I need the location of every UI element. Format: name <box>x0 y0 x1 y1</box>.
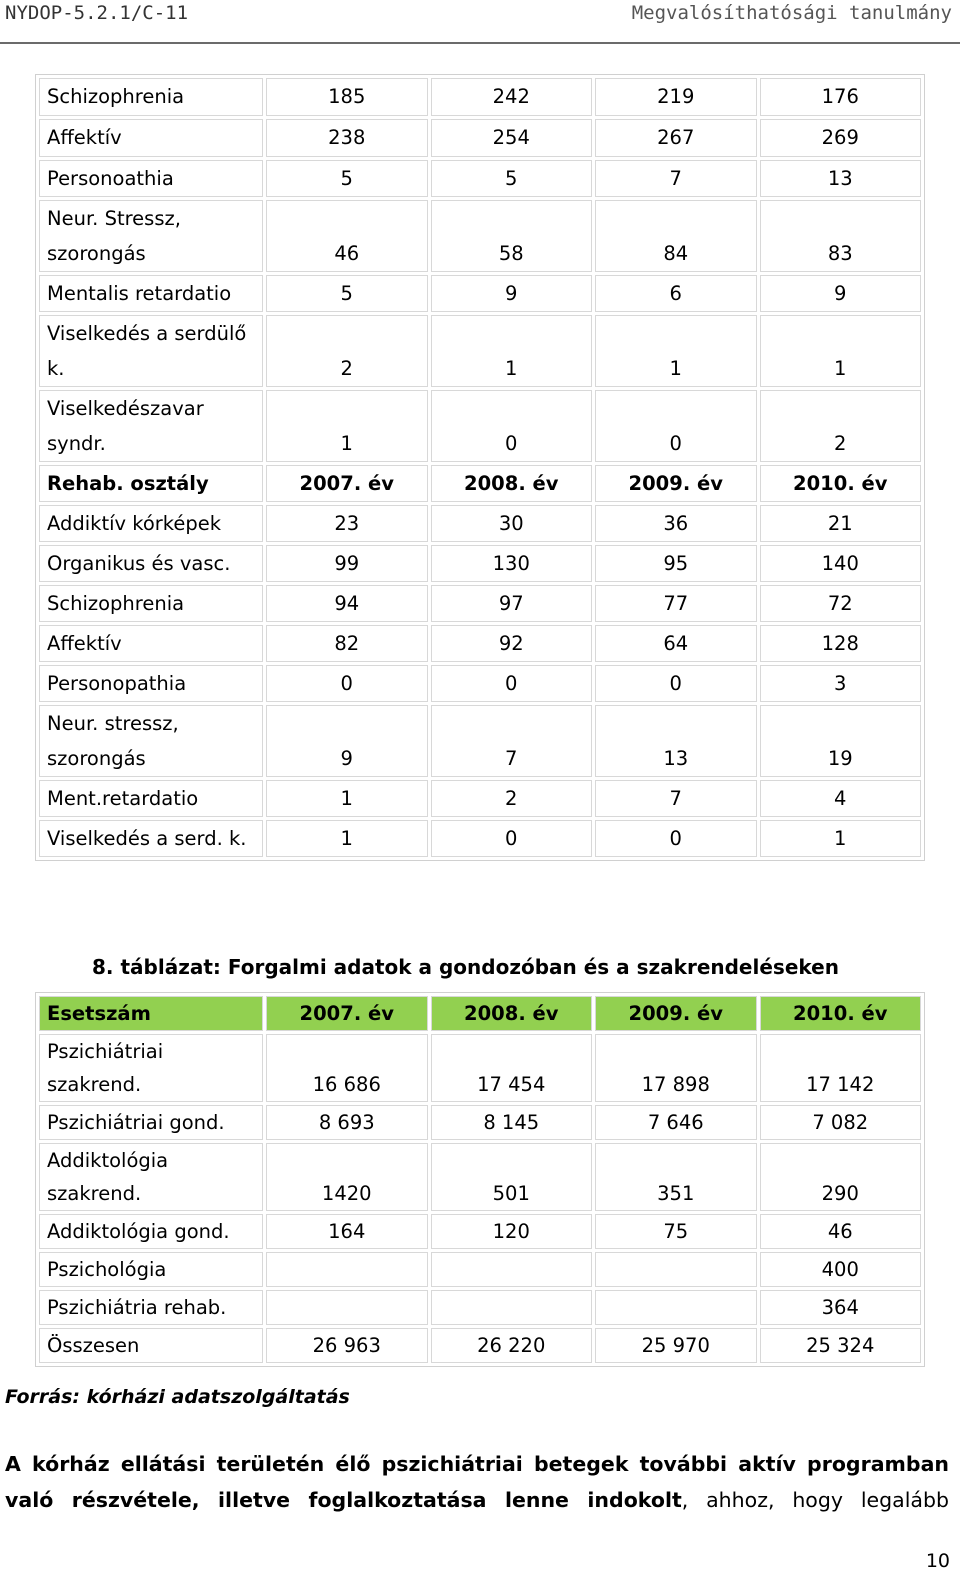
cell-2010: 9 <box>760 275 922 312</box>
cell-2009: 0 <box>595 820 757 857</box>
cell-2007: 5 <box>266 275 428 312</box>
table-row <box>39 665 921 702</box>
cell-2009: 7 646 <box>595 1105 757 1140</box>
cell-2009: 13 <box>595 705 757 777</box>
column-header-2009: 2009. év <box>595 996 757 1031</box>
table-row <box>39 1328 921 1363</box>
cell-2008: 0 <box>431 665 593 702</box>
cell-2007: 23 <box>266 505 428 542</box>
cell-2007: 8 693 <box>266 1105 428 1140</box>
cell-2010: 140 <box>760 545 922 582</box>
row-label: Mentalis retardatio <box>39 275 263 312</box>
row-label: Viselkedészavar syndr. <box>39 390 263 462</box>
table-row <box>39 505 921 542</box>
cell-2010: 72 <box>760 585 922 622</box>
cell-2010: 364 <box>760 1290 922 1325</box>
cell-2007: 9 <box>266 705 428 777</box>
cell-2008: 130 <box>431 545 593 582</box>
cell-2010: 13 <box>760 160 922 197</box>
table-row <box>39 1034 921 1102</box>
cell-2007: 1 <box>266 820 428 857</box>
cell-2010: 4 <box>760 780 922 817</box>
body-paragraph <box>5 1446 949 1518</box>
cell-2009: 267 <box>595 119 757 157</box>
cell-2008: 30 <box>431 505 593 542</box>
cell-2008: 254 <box>431 119 593 157</box>
table-row <box>39 1143 921 1211</box>
row-label: Addiktológia szakrend. <box>39 1143 263 1211</box>
cell-2009: 351 <box>595 1143 757 1211</box>
table-row <box>39 585 921 622</box>
cell-2009: 64 <box>595 625 757 662</box>
cell-2009: 0 <box>595 390 757 462</box>
cell-2008 <box>431 1252 593 1287</box>
cell-2009: 7 <box>595 780 757 817</box>
cell-2010: 17 142 <box>760 1034 922 1102</box>
cell-2009 <box>595 1252 757 1287</box>
cell-2007: 5 <box>266 160 428 197</box>
cell-2009: 6 <box>595 275 757 312</box>
table-caption: 8. táblázat: Forgalmi adatok a gondozóban és a szakrendeléseken <box>92 955 839 979</box>
table-row <box>39 1252 921 1287</box>
row-label: Organikus és vasc. <box>39 545 263 582</box>
cell-2007: 99 <box>266 545 428 582</box>
cell-2009: 17 898 <box>595 1034 757 1102</box>
cell-2007: 1420 <box>266 1143 428 1211</box>
cell-2009 <box>595 1290 757 1325</box>
cell-2007 <box>266 1290 428 1325</box>
cell-2008: 9 <box>431 275 593 312</box>
cell-2010: 2 <box>760 390 922 462</box>
cell-2010: 290 <box>760 1143 922 1211</box>
cell-2007: 185 <box>266 78 428 116</box>
document-code: NYDOP-5.2.1/C-11 <box>5 2 189 24</box>
cell-2010: 7 082 <box>760 1105 922 1140</box>
table-row <box>39 1290 921 1325</box>
column-header-2008: 2008. év <box>431 996 593 1031</box>
row-label: Neur. Stressz, szorongás <box>39 200 263 272</box>
table-row <box>39 545 921 582</box>
cell-2010: 1 <box>760 820 922 857</box>
cell-2007: 1 <box>266 390 428 462</box>
row-label: Viselkedés a serdülő k. <box>39 315 263 387</box>
row-label: Schizophrenia <box>39 585 263 622</box>
cell-2008: 8 145 <box>431 1105 593 1140</box>
row-label: Neur. stressz, szorongás <box>39 705 263 777</box>
row-label: Pszichiátriai szakrend. <box>39 1034 263 1102</box>
row-label: Personoathia <box>39 160 263 197</box>
paragraph-normal-text: , ahhoz, hogy legalább <box>681 1488 949 1512</box>
table-row <box>39 200 921 272</box>
column-header-2008: 2008. év <box>431 465 593 502</box>
table-row <box>39 275 921 312</box>
column-header-label: Esetszám <box>39 996 263 1031</box>
cell-2009: 36 <box>595 505 757 542</box>
cell-2007: 26 963 <box>266 1328 428 1363</box>
cell-2008: 0 <box>431 390 593 462</box>
table-row <box>39 1105 921 1140</box>
rehab-ward-table <box>35 74 925 861</box>
row-label: Addiktológia gond. <box>39 1214 263 1249</box>
cell-2007 <box>266 1252 428 1287</box>
column-header-2010: 2010. év <box>760 465 922 502</box>
cell-2010: 176 <box>760 78 922 116</box>
column-header-2010: 2010. év <box>760 996 922 1031</box>
table-row <box>39 780 921 817</box>
cell-2010: 21 <box>760 505 922 542</box>
cell-2008: 58 <box>431 200 593 272</box>
row-label: Ment.retardatio <box>39 780 263 817</box>
cell-2009: 84 <box>595 200 757 272</box>
cell-2010: 128 <box>760 625 922 662</box>
cell-2008: 242 <box>431 78 593 116</box>
row-label: Pszichológia <box>39 1252 263 1287</box>
cell-2010: 25 324 <box>760 1328 922 1363</box>
row-label: Viselkedés a serd. k. <box>39 820 263 857</box>
row-label: Personopathia <box>39 665 263 702</box>
source-note: Forrás: kórházi adatszolgáltatás <box>5 1386 350 1408</box>
cell-2007: 0 <box>266 665 428 702</box>
table-row <box>39 820 921 857</box>
cell-2007: 82 <box>266 625 428 662</box>
cell-2008: 97 <box>431 585 593 622</box>
cell-2009: 7 <box>595 160 757 197</box>
cell-2009: 77 <box>595 585 757 622</box>
cell-2009: 95 <box>595 545 757 582</box>
caseload-table <box>35 992 925 1367</box>
row-label: Affektív <box>39 625 263 662</box>
cell-2010: 400 <box>760 1252 922 1287</box>
cell-2008: 120 <box>431 1214 593 1249</box>
table-row <box>39 160 921 197</box>
cell-2009: 75 <box>595 1214 757 1249</box>
cell-2007: 238 <box>266 119 428 157</box>
table-header-row <box>39 465 921 502</box>
page-number: 10 <box>925 1550 950 1572</box>
row-label: Schizophrenia <box>39 78 263 116</box>
column-header-2007: 2007. év <box>266 996 428 1031</box>
table-row <box>39 390 921 462</box>
row-label: Affektív <box>39 119 263 157</box>
cell-2007: 2 <box>266 315 428 387</box>
cell-2009: 219 <box>595 78 757 116</box>
cell-2010: 83 <box>760 200 922 272</box>
column-header-label: Rehab. osztály <box>39 465 263 502</box>
row-label: Pszichiátriai gond. <box>39 1105 263 1140</box>
table-row <box>39 78 921 116</box>
cell-2010: 3 <box>760 665 922 702</box>
table-row <box>39 625 921 662</box>
cell-2007: 164 <box>266 1214 428 1249</box>
cell-2007: 46 <box>266 200 428 272</box>
cell-2010: 269 <box>760 119 922 157</box>
table-row <box>39 1214 921 1249</box>
table-row <box>39 705 921 777</box>
column-header-2007: 2007. év <box>266 465 428 502</box>
row-label: Pszichiátria rehab. <box>39 1290 263 1325</box>
cell-2008: 5 <box>431 160 593 197</box>
cell-2007: 94 <box>266 585 428 622</box>
cell-2009: 25 970 <box>595 1328 757 1363</box>
cell-2008: 2 <box>431 780 593 817</box>
cell-2007: 16 686 <box>266 1034 428 1102</box>
document-title: Megvalósíthatósági tanulmány <box>631 2 952 24</box>
paragraph-bold-text: A kórház ellátási területén élő pszichiátriai betegek további aktív programban való részvétele, illetve foglalkoztatása lenne indokolt <box>5 1452 949 1512</box>
table-row <box>39 119 921 157</box>
table-row <box>39 315 921 387</box>
cell-2007: 1 <box>266 780 428 817</box>
cell-2008: 7 <box>431 705 593 777</box>
row-label: Addiktív kórképek <box>39 505 263 542</box>
cell-2008: 17 454 <box>431 1034 593 1102</box>
cell-2009: 0 <box>595 665 757 702</box>
cell-2010: 1 <box>760 315 922 387</box>
cell-2008 <box>431 1290 593 1325</box>
cell-2008: 1 <box>431 315 593 387</box>
cell-2010: 19 <box>760 705 922 777</box>
cell-2008: 92 <box>431 625 593 662</box>
cell-2008: 501 <box>431 1143 593 1211</box>
table-header-row <box>39 996 921 1031</box>
page-header <box>0 0 960 44</box>
cell-2009: 1 <box>595 315 757 387</box>
row-label: Összesen <box>39 1328 263 1363</box>
cell-2008: 26 220 <box>431 1328 593 1363</box>
column-header-2009: 2009. év <box>595 465 757 502</box>
cell-2008: 0 <box>431 820 593 857</box>
cell-2010: 46 <box>760 1214 922 1249</box>
